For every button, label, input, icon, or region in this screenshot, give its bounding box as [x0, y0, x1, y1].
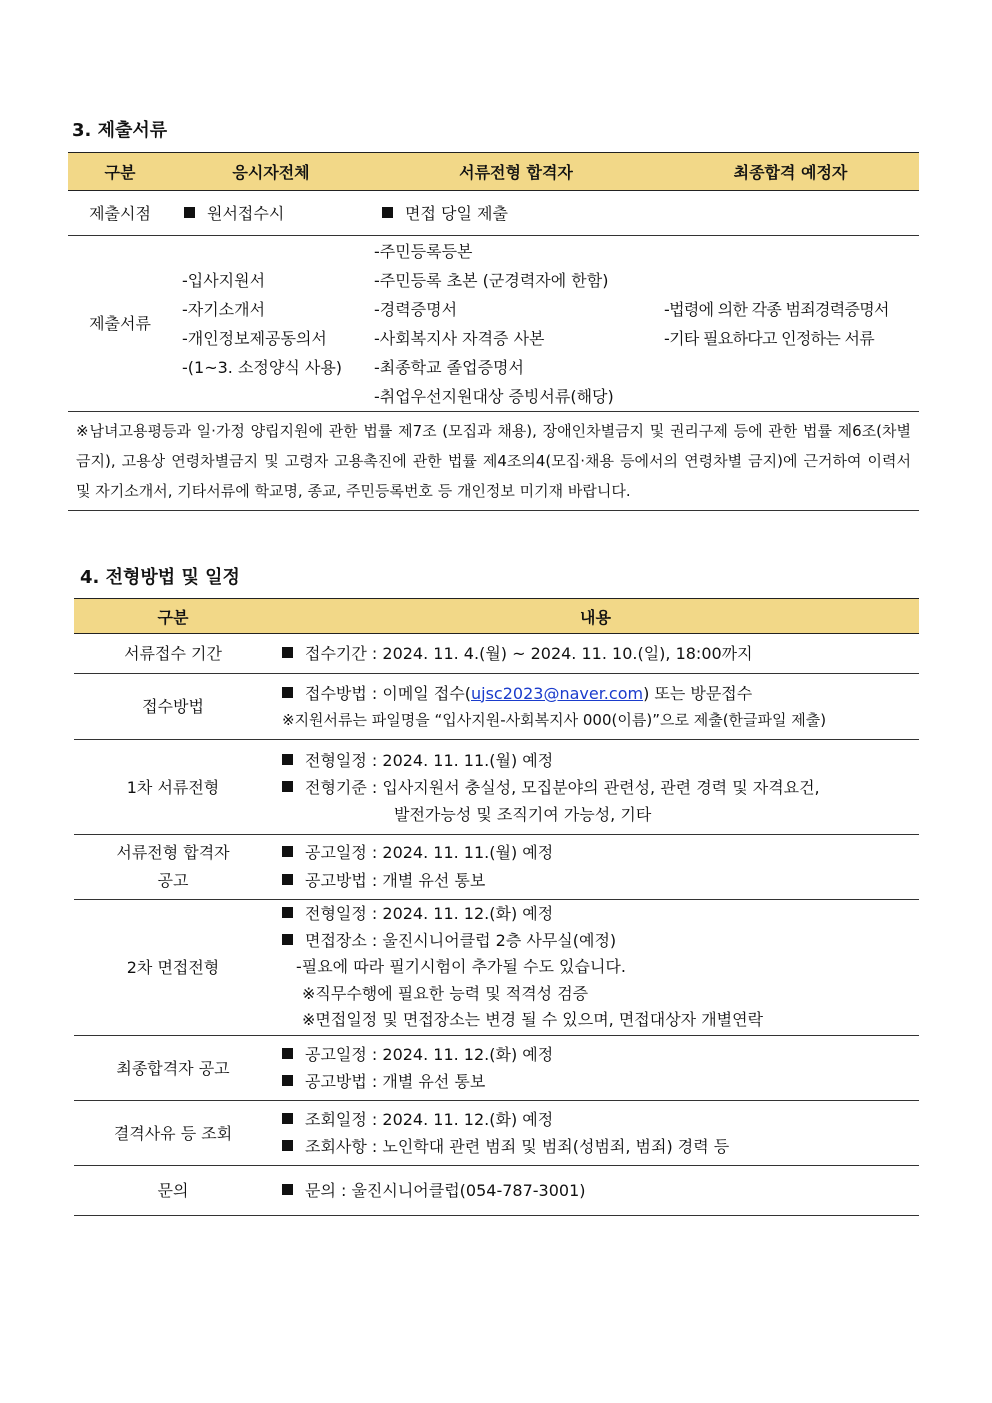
header-content: 내용	[272, 599, 919, 634]
privacy-notice: ※남녀고용평등과 일·가정 양립지원에 관한 법률 제7조 (모집과 채용), 장애인차별금지 및 권리구제 등에 관한 법률 제6조(차별금지), 고용상 연령차별금지 및 고령자 고용촉진에 관한 법률 제4조의4(모집·채용 등에서의 연령차별 금지)에 근거하여 이력서 및 자기소개서, 기타서류에 학교명, 종교, 주민등록번호 등 개인정보 미기재 바랍니다.	[68, 412, 919, 511]
row-label-doc-pass-announcement	[74, 835, 272, 900]
bullet-square-icon	[184, 207, 195, 218]
table-row	[74, 1166, 919, 1216]
final-announcement-content	[272, 1036, 919, 1101]
header-category: 구분	[74, 599, 272, 634]
list-item	[282, 839, 919, 867]
list-item: -최종학교 졸업증명서	[374, 357, 524, 377]
list-item: -주민등록 초본 (군경력자에 한함)	[374, 270, 609, 290]
list-item	[282, 901, 919, 928]
header-final-candidates: 최종합격 예정자	[662, 153, 919, 191]
bullet-square-icon	[282, 1140, 293, 1151]
row-label-interview: 2차 면접전형	[74, 900, 272, 1036]
submission-time-doc-pass	[370, 191, 662, 236]
disqualification-check-content	[272, 1101, 919, 1166]
table-row	[68, 236, 919, 412]
announcement-schedule-text: 공고일정 : 2024. 11. 11.(월) 예정	[305, 843, 554, 862]
submission-time-doc-pass-text: 면접 당일 제출	[405, 203, 508, 223]
list-item	[282, 1068, 919, 1095]
bullet-square-icon	[282, 781, 293, 792]
list-item: -기타 필요하다고 인정하는 서류	[664, 328, 875, 348]
table-row	[68, 191, 919, 236]
row-label-submission-time: 제출시점	[68, 191, 172, 236]
written-exam-note: -필요에 따라 필기시험이 추가될 수도 있습니다.	[296, 957, 626, 977]
list-item	[282, 774, 919, 801]
row-label-application-period: 서류접수 기간	[74, 634, 272, 674]
screening-criteria-text: 전형기준 : 입사지원서 충실성, 모집분야의 관련성, 관련 경력 및 자격요건,	[305, 777, 820, 797]
final-method-text: 공고방법 : 개별 유선 통보	[305, 1072, 486, 1091]
table-row	[74, 1036, 919, 1101]
documents-header-row	[68, 153, 919, 191]
check-items-text: 조회사항 : 노인학대 관련 범죄 및 범죄(성범죄, 범죄) 경력 등	[305, 1137, 730, 1156]
screening-criteria-continued: 발전가능성 및 조직기여 가능성, 기타	[394, 804, 652, 824]
header-doc-passers: 서류전형 합격자	[370, 153, 662, 191]
list-item	[282, 747, 919, 774]
section-4-title: 4. 전형방법 및 일정	[80, 567, 240, 588]
application-period-text: 접수기간 : 2024. 11. 4.(월) ~ 2024. 11. 10.(일), 18:00까지	[305, 644, 753, 663]
row-label-contact: 문의	[74, 1166, 272, 1216]
table-row	[74, 740, 919, 835]
documents-all-list	[172, 236, 370, 412]
bullet-square-icon	[282, 687, 293, 698]
documents-doc-pass-list	[370, 236, 662, 412]
table-row	[74, 900, 919, 1036]
header-all-applicants: 응시자전체	[172, 153, 370, 191]
list-item	[282, 1176, 919, 1205]
submission-time-final	[662, 191, 919, 236]
table-row	[74, 1101, 919, 1166]
bullet-square-icon	[282, 846, 293, 857]
list-item: -(1~3. 소정양식 사용)	[182, 357, 343, 377]
final-schedule-text: 공고일정 : 2024. 11. 12.(화) 예정	[305, 1045, 554, 1064]
row-label-documents: 제출서류	[68, 236, 172, 412]
interview-content	[272, 900, 919, 1036]
bullet-square-icon	[282, 874, 293, 885]
label-line: 서류전형 합격자	[116, 843, 230, 862]
bullet-square-icon	[282, 934, 293, 945]
contact-content	[272, 1166, 919, 1216]
submission-time-all-text: 원서접수시	[207, 203, 285, 223]
documents-table	[68, 152, 919, 511]
schedule-header-row	[74, 599, 919, 634]
documents-final-list	[662, 236, 919, 412]
table-row	[68, 412, 919, 511]
doc-pass-announcement-content	[272, 835, 919, 900]
list-item: -자기소개서	[182, 299, 266, 319]
row-label-final-announcement: 최종합격자 공고	[74, 1036, 272, 1101]
row-label-document-screening: 1차 서류전형	[74, 740, 272, 835]
file-naming-note: ※지원서류는 파일명을 “입사지원-사회복지사 000(이름)”으로 제출(한글파일 제출)	[282, 710, 827, 729]
row-label-application-method: 접수방법	[74, 674, 272, 740]
bullet-square-icon	[282, 1075, 293, 1086]
list-item	[282, 1133, 919, 1160]
list-item: -사회복지사 자격증 사본	[374, 328, 545, 348]
list-item: -법령에 의한 각종 범죄경력증명서	[664, 299, 889, 319]
list-item	[282, 1041, 919, 1068]
application-period-content	[272, 634, 919, 674]
competency-note: ※직무수행에 필요한 능력 및 적격성 검증	[302, 983, 589, 1003]
table-row	[74, 634, 919, 674]
bullet-square-icon	[282, 1184, 293, 1195]
table-row	[74, 674, 919, 740]
list-item: -주민등록등본	[374, 241, 473, 261]
list-item: -입사지원서	[182, 270, 266, 290]
application-method-text: 접수방법 : 이메일 접수(	[305, 683, 471, 703]
bullet-square-icon	[282, 1113, 293, 1124]
schedule-table	[74, 598, 919, 1216]
list-item	[282, 867, 919, 895]
check-schedule-text: 조회일정 : 2024. 11. 12.(화) 예정	[305, 1110, 554, 1129]
interview-location-text: 면접장소 : 울진시니어클럽 2층 사무실(예정)	[305, 930, 617, 950]
bullet-square-icon	[282, 754, 293, 765]
application-method-content	[272, 674, 919, 740]
bullet-square-icon	[282, 1048, 293, 1059]
list-item: -개인정보제공동의서	[182, 328, 327, 348]
list-item	[282, 928, 919, 955]
submission-time-all	[172, 191, 370, 236]
list-item: -취업우선지원대상 증빙서류(해당)	[374, 386, 614, 406]
list-item: -경력증명서	[374, 299, 458, 319]
document-screening-content	[272, 740, 919, 835]
bullet-square-icon	[282, 907, 293, 918]
email-link[interactable]: ujsc2023@naver.com	[471, 683, 644, 703]
table-row	[74, 835, 919, 900]
bullet-square-icon	[382, 207, 393, 218]
bullet-square-icon	[282, 647, 293, 658]
label-line: 공고	[157, 871, 189, 890]
screening-schedule-text: 전형일정 : 2024. 11. 11.(월) 예정	[305, 750, 554, 770]
schedule-change-note: ※면접일정 및 면접장소는 변경 될 수 있으며, 면접대상자 개별연락	[302, 1010, 764, 1030]
list-item	[282, 680, 919, 707]
list-item	[282, 1106, 919, 1133]
list-item	[282, 639, 919, 668]
application-method-text-post: ) 또는 방문접수	[643, 683, 753, 703]
row-label-disqualification-check: 결격사유 등 조회	[74, 1101, 272, 1166]
header-category: 구분	[68, 153, 172, 191]
section-3-title: 3. 제출서류	[72, 120, 168, 141]
announcement-method-text: 공고방법 : 개별 유선 통보	[305, 871, 486, 890]
interview-schedule-text: 전형일정 : 2024. 11. 12.(화) 예정	[305, 904, 554, 924]
contact-text: 문의 : 울진시니어클럽(054-787-3001)	[305, 1181, 586, 1200]
